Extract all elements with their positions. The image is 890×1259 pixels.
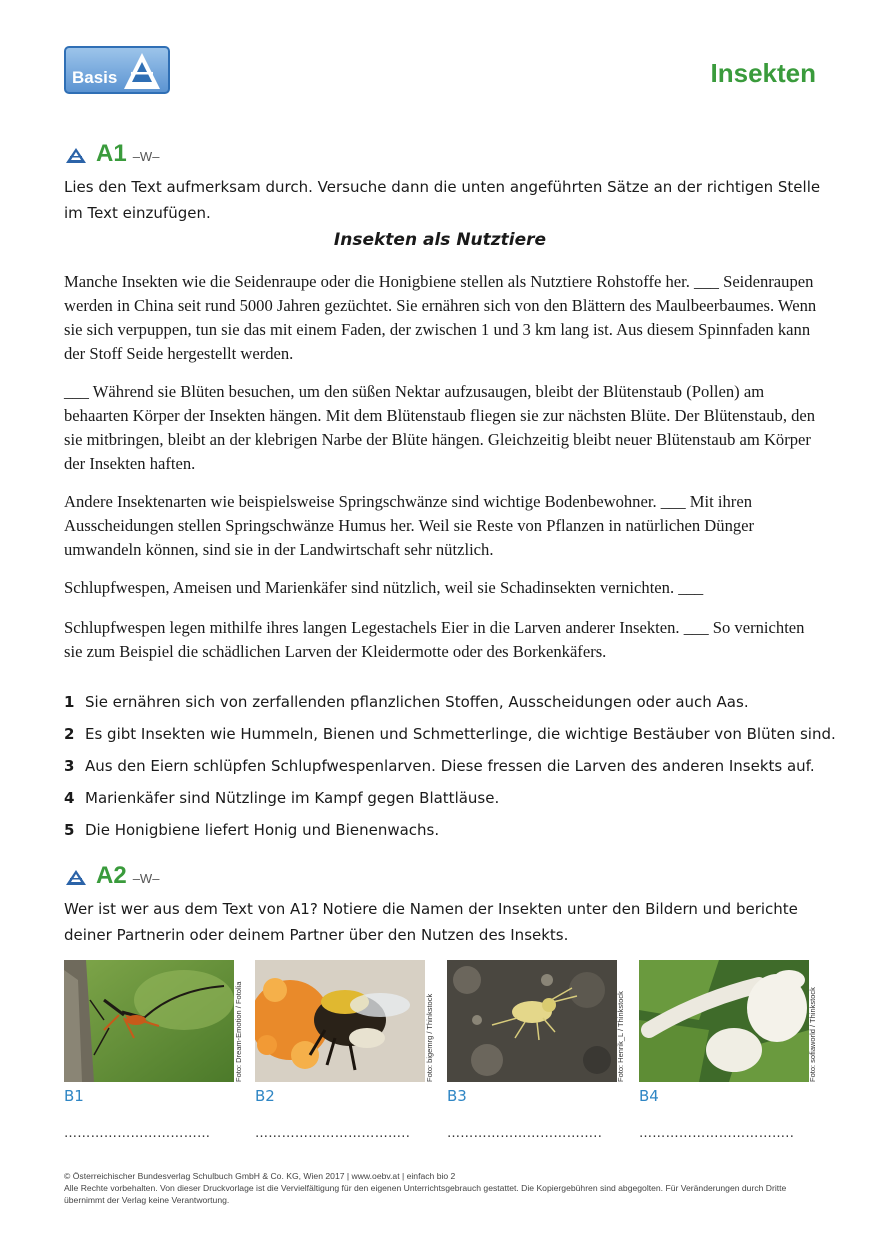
answer-line-b3: ……………………………..: [447, 1126, 603, 1141]
sentence-text: Aus den Eiern schlüpfen Schlupfwespenlarven. Diese fressen die Larven des anderen Insekts auf.: [85, 757, 815, 775]
text-paragraph: Andere Insektenarten wie beispielsweise Springschwänze sind wichtige Bodenbewohner. ___ Mit ihren Ausscheidungen stellen Springschwänze Humus her. Weil sie Reste von Pflanzen in natürlichen Dünger umwandeln können, sind sie in der Landwirtschaft sehr nützlich.: [64, 492, 755, 559]
task-a1-heading: [66, 140, 159, 170]
logo-text: Basis: [72, 68, 118, 87]
sentence-number: 4: [64, 789, 75, 807]
sentence-number: 1: [64, 693, 75, 711]
sentence-number: 3: [64, 757, 75, 775]
sentence-item: [64, 690, 834, 722]
photo-credit: Foto: sofiaworld / Thinkstock: [808, 987, 817, 1082]
sentence-text: Die Honigbiene liefert Honig und Bienenwachs.: [85, 821, 440, 839]
a2-instruction: Wer ist wer aus dem Text von A1? Notiere die Namen der Insekten unter den Bildern und berichte deiner Partnerin oder deinem Partner über den Nutzen des Insekts.: [64, 900, 798, 944]
text-paragraph: ___ Während sie Blüten besuchen, um den süßen Nektar aufzusaugen, bleibt der Blütenstaub (Pollen) am behaarten Körper der Insekten hängen. Mit dem Blütenstaub fliegen sie zur nächsten Blüte. Der Blütenstaub, den sie mitbringen, bleibt an der klebrigen Narbe der Blüte hängen. Gleichzeitig bleibt neuer Blütenstaub am Körper der Insekten haften.: [64, 382, 816, 473]
task-tag: –W–: [132, 871, 160, 886]
photo-b2-bumblebee: [255, 960, 425, 1082]
sentence-text: Es gibt Insekten wie Hummeln, Bienen und Schmetterlinge, die wichtige Bestäuber von Blüten sind.: [85, 725, 836, 743]
image-label-b1: B1: [64, 1087, 84, 1105]
page-title: Insekten: [710, 58, 816, 88]
text-paragraph: Schlupfwespen legen mithilfe ihres langen Legestachels Eier in die Larven anderer Insekten. ___ So vernichten sie zum Beispiel die schädlichen Larven der Kleidermotte oder des Borkenkäfers.: [64, 618, 805, 661]
photo-b1-wasp: [64, 960, 234, 1082]
sentence-item: [64, 722, 834, 754]
text-paragraph: Manche Insekten wie die Seidenraupe oder die Honigbiene stellen als Nutztiere Rohstoffe her. ___ Seidenraupen werden in China seit rund 5000 Jahren gezüchtet. Sie ernähren sich von den Blättern des Maulbeerbaumes. Wenn sie sich verpuppen, tun sie das mit einem Faden, der zwischen 1 und 3 km lang ist. Aus diesem Spinnfaden kann der Stoff Seide hergestellt werden.: [64, 272, 817, 363]
sentence-text: Marienkäfer sind Nützlinge im Kampf gegen Blattläuse.: [85, 789, 500, 807]
answer-line-b4: ……………………………..: [639, 1126, 795, 1141]
text-title: Insekten als Nutztiere: [333, 230, 547, 250]
answer-line-b2: ……………………………..: [255, 1126, 411, 1141]
image-label-b4: B4: [639, 1087, 659, 1105]
task-number: A1: [96, 140, 127, 167]
image-label-b2: B2: [255, 1087, 275, 1105]
photo-credit: Foto: bigemrg / Thinkstock: [425, 993, 434, 1082]
basis-logo: [64, 46, 170, 94]
text-paragraph: Schlupfwespen, Ameisen und Marienkäfer sind nützlich, weil sie Schadinsekten vernichten. ___: [64, 578, 704, 597]
photo-credit: Foto: Dream-Emotion / Fotolia: [234, 981, 243, 1082]
task-a2-heading: [66, 862, 159, 892]
sentence-text: Sie ernähren sich von zerfallenden pflanzlichen Stoffen, Ausscheidungen oder auch Aas.: [85, 693, 749, 711]
photo-credit: Foto: Henrik_L / Thinkstock: [616, 991, 625, 1082]
sentence-list: [64, 690, 834, 850]
footer: [64, 1170, 824, 1206]
image-label-b3: B3: [447, 1087, 467, 1105]
pyramid-icon: [66, 870, 86, 885]
sentence-item: [64, 786, 834, 818]
a1-instruction: Lies den Text aufmerksam durch. Versuche dann die unten angeführten Sätze an der richtigen Stelle im Text einzufügen.: [64, 178, 821, 222]
task-number: A2: [96, 862, 127, 889]
photo-b4-silkworm: [639, 960, 809, 1082]
answer-line-b1: ……………………………: [64, 1126, 211, 1141]
footer-rights: Alle Rechte vorbehalten. Von dieser Druckvorlage ist die Vervielfältigung für den eigenen Unterrichtsgebrauch gestattet. Die Kopiergebühren sind abgegolten. Für Veränderungen durch Dritte übernimmt der Verlag keine Verantwortung.: [64, 1183, 787, 1205]
footer-copyright: © Österreichischer Bundesverlag Schulbuch GmbH & Co. KG, Wien 2017 | www.oebv.at | einfach bio 2: [64, 1171, 456, 1181]
pyramid-icon: [66, 148, 86, 163]
sentence-item: [64, 754, 834, 786]
task-tag: –W–: [132, 149, 160, 164]
triangle-icon: [122, 51, 162, 91]
sentence-number: 5: [64, 821, 75, 839]
sentence-item: [64, 818, 834, 850]
sentence-number: 2: [64, 725, 75, 743]
photo-b3-springtail: [447, 960, 617, 1082]
